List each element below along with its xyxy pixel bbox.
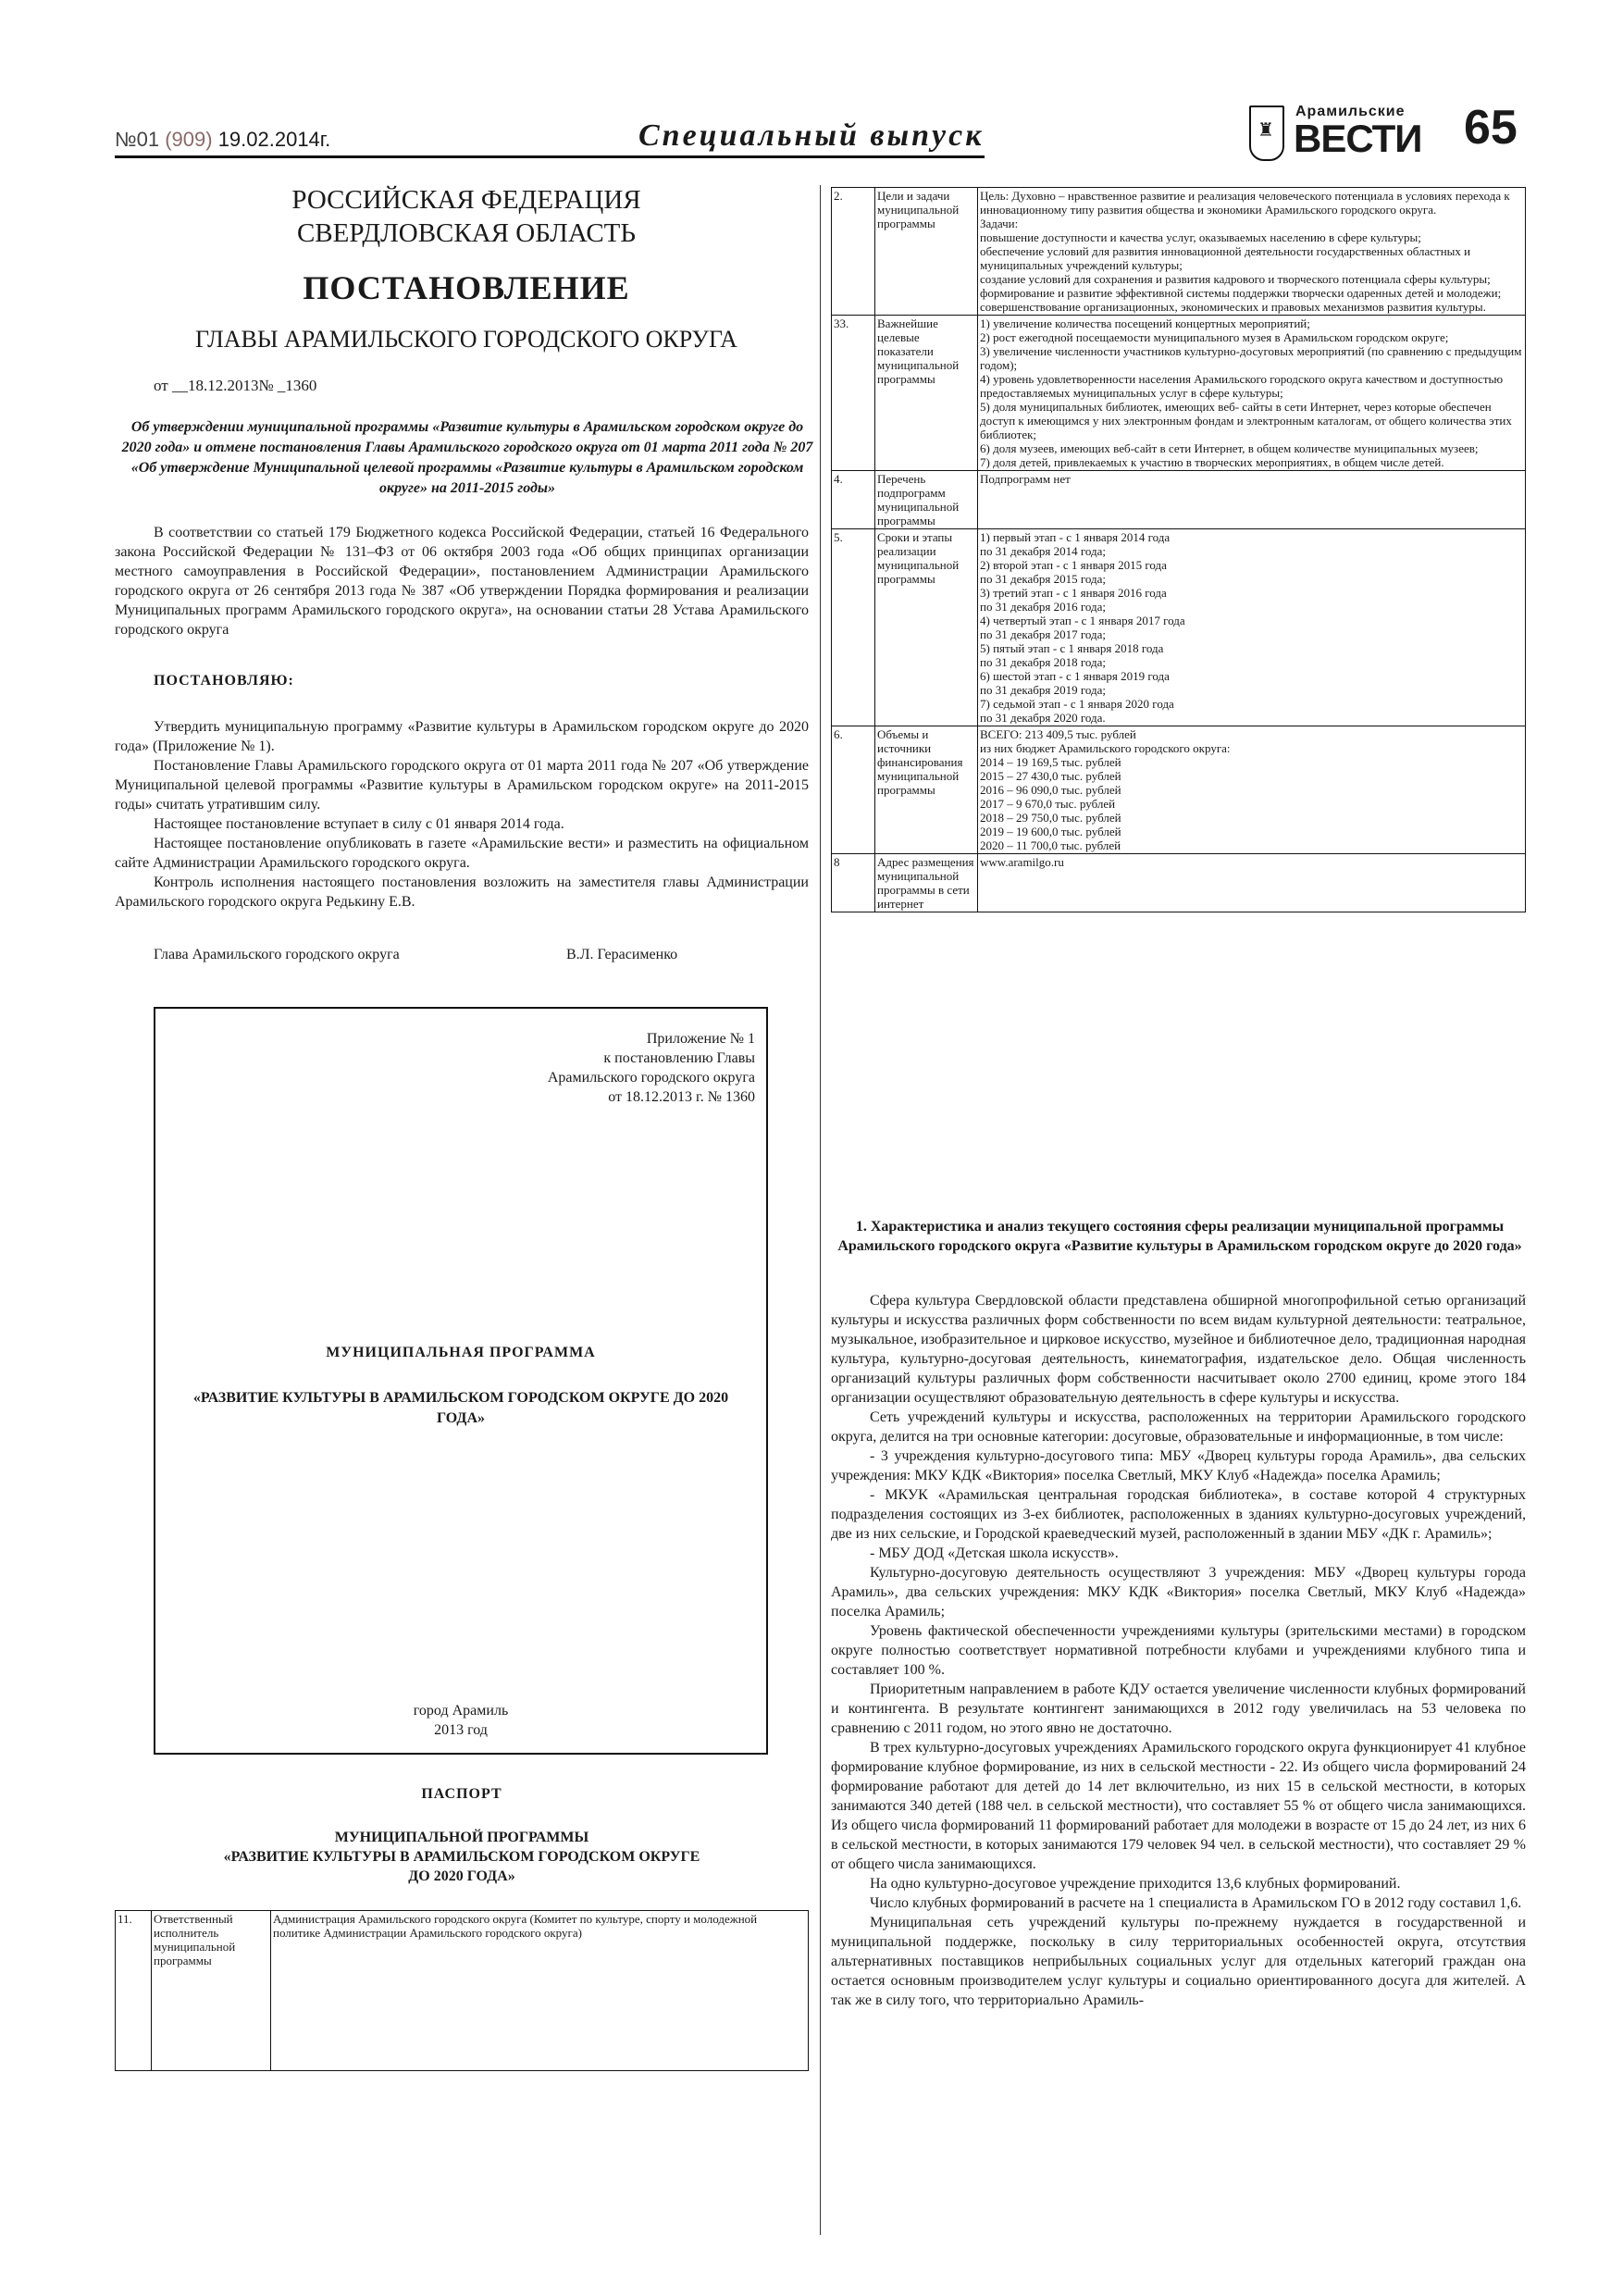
issue-date: 19.02.2014г.: [217, 128, 331, 151]
section-paragraph: Культурно-досуговую деятельность осуществляют 3 учреждения: МБУ «Дворец культуры города Арамиль», два сельских учреждения: МКУ КДК «Виктория» поселка Светлый, МКУ Клуб «Надежда» поселка Арамиль;: [831, 1565, 1526, 1620]
table-row: [832, 471, 1526, 529]
special-issue-title: Специальный выпуск: [638, 118, 985, 153]
section-paragraph: Число клубных формирований в расчете на 1 специалиста в Арамильском ГО в 2012 году составил 1,6.: [870, 1895, 1522, 1911]
page-number: 65: [1464, 101, 1518, 155]
appendix-note: [444, 1029, 755, 1107]
row-label: Важнейшие целевые показатели муниципальной программы: [875, 316, 978, 471]
federation-heading: [115, 183, 818, 250]
passport-title-line: «РАЗВИТИЕ КУЛЬТУРЫ В АРАМИЛЬСКОМ ГОРОДСКОМ ОКРУГЕ: [223, 1849, 700, 1865]
row-number: 4.: [832, 471, 875, 529]
section-paragraph: Сфера культура Свердловской области представлена обширной многопрофильной сетью организаций культуры и искусства различных форм собственности по всем видам культурной деятельности: театральное, музыкальное, изобразительное и цирковое искусство, музейное и библиотечное дело, традиционная народная культура, культурно-досуговая деятельность, кинематография, издательское дело. Общая численность организаций культуры различных форм собственности насчитывает около 2700 единиц, кроме этого 184 организации осуществляют образовательную деятельность в сфере культуры и искусства.: [831, 1293, 1526, 1406]
table-row: [832, 316, 1526, 471]
issue-info: [115, 128, 330, 152]
city-year: [154, 1701, 768, 1740]
logo-big-text: ВЕСТИ: [1294, 117, 1422, 160]
federation-line: РОССИЙСКАЯ ФЕДЕРАЦИЯ: [291, 185, 641, 215]
section-paragraph: Приоритетным направлением в работе КДУ остается увеличение численности клубных формирований и контингента. В результате контингент занимающихся в 2012 году увеличилась на 53 человека по сравнению с 2011 годом, но этого явно не достаточно.: [831, 1682, 1526, 1736]
document-about: Об утверждении муниципальной программы «Развитие культуры в Арамильском городском округе до 2020 года» и отмене постановления Главы Арамильского городского округа от 01 марта 2011 года № 207 «Об утверждение Муниципальной целевой программы «Развитие культуры в Арамильском городском округе» на 2011-2015 годы»: [121, 419, 813, 496]
decree-paragraph: Утвердить муниципальную программу «Развитие культуры в Арамильском городском округе до 2020 года» (Приложение № 1).: [115, 719, 809, 754]
table-row: [832, 529, 1526, 726]
row-label: Ответственный исполнитель муниципальной программы: [152, 1911, 271, 2071]
table-row: [832, 854, 1526, 912]
passport-table-left: [115, 1910, 809, 2071]
row-value: 1) первый этап - с 1 января 2014 года по 31 декабря 2014 года; 2) второй этап - с 1 января 2015 года по 31 декабря 2015 года; 3) третий этап - с 1 января 2016 года по 31 декабря 2016 года; 4) четвертый этап - с 1 января 2017 года по 31 декабря 2017 года; 5) пятый этап - с 1 января 2018 года по 31 декабря 2018 года; 6) шестой этап - с 1 января 2019 года по 31 декабря 2019 года; 7) седьмой этап - с 1 января 2020 года по 31 декабря 2020 года.: [978, 529, 1526, 726]
crest-icon: ♜: [1249, 105, 1284, 161]
column-divider: [820, 185, 821, 2235]
passport-title-line: ДО 2020 ГОДА»: [408, 1868, 515, 1884]
section-body: [831, 1291, 1526, 2010]
row-number: 11.: [116, 1911, 152, 2071]
section-paragraph: Сеть учреждений культуры и искусства, расположенных на территории Арамильского городского округа, делится на три основные категории: досуговые, образовательные и информационные, в том числе:: [831, 1409, 1526, 1445]
section-paragraph: Муниципальная сеть учреждений культуры по-прежнему нуждается в государственной и муниципальной поддержке, поскольку в силу территориальных особенностей округа, отсутствия альтернативных поставщиков неприбыльных социальных услуг для отдельных категорий граждан она остается основным производителем услуг культуры и социально ориентированного досуга для жителей. А так же в силу того, что территориально Арамиль-: [831, 1915, 1526, 2008]
row-value: ВСЕГО: 213 409,5 тыс. рублей из них бюджет Арамильского городского округа: 2014 – 19 169,5 тыс. рублей 2015 – 27 430,0 тыс. рублей 2016 – 96 090,0 тыс. рублей 2017 – 9 670,0 тыс. рублей 2018 – 29 750,0 тыс. рублей 2019 – 19 600,0 тыс. рублей 2020 – 11 700,0 тыс. рублей: [978, 726, 1526, 854]
table-row: [116, 1911, 809, 2071]
issue-number: №01: [115, 128, 160, 151]
section-paragraph: - МБУ ДОД «Детская школа искусств».: [870, 1545, 1119, 1561]
appendix-line: к постановлению Главы: [603, 1050, 755, 1066]
header-rule: [115, 155, 985, 158]
appendix-line: Приложение № 1: [646, 1031, 755, 1047]
row-label: Цели и задачи муниципальной программы: [875, 188, 978, 316]
passport-heading: ПАСПОРТ: [421, 1786, 502, 1802]
decree-paragraph: Настоящее постановление опубликовать в газете «Арамильские вести» и разместить на официальном сайте Администрации Арамильского городского округа.: [115, 836, 809, 871]
row-value: Подпрограмм нет: [978, 471, 1526, 529]
decree-paragraphs: [115, 717, 809, 912]
decree-paragraph: Контроль исполнения настоящего постановления возложить на заместителя главы Администрации Арамильского городского округа Редькину Е.В.: [115, 875, 809, 910]
region-line: СВЕРДЛОВСКАЯ ОБЛАСТЬ: [296, 218, 637, 248]
signature-name: В.Л. Герасименко: [566, 947, 678, 962]
logo-small-text: Арамильские: [1295, 104, 1406, 119]
decree-paragraph: Настоящее постановление вступает в силу с 01 января 2014 года.: [154, 816, 564, 832]
row-number: 5.: [832, 529, 875, 726]
row-label: Сроки и этапы реализации муниципальной программы: [875, 529, 978, 726]
passport-table-right: [831, 187, 1526, 912]
document-date: от __18.12.2013№ _1360: [154, 377, 317, 394]
row-value: Цель: Духовно – нравственное развитие и реализация человеческого потенциала в условиях перехода к инновационному типу развития общества и экономики Арамильского городского округа. Задачи: повышение доступности и качества услуг, оказываемых населению в сфере культуры; обеспечение условий для развития инновационной деятельности государственных областных и муниципальных учреждений культуры; создание условий для сохранения и развития кадрового и творческого потенциала сферы культуры; формирование и развитие эффективной системы поддержки творчески одаренных детей и молодежи; совершенствование организационных, экономических и правовых механизмов развития культуры.: [978, 188, 1526, 316]
passport-title: [115, 1828, 809, 1886]
row-label: Перечень подпрограмм муниципальной программы: [875, 471, 978, 529]
intro-paragraph: В соответствии со статьей 179 Бюджетного кодекса Российской Федерации, статьей 16 Федерального закона Российской Федерации № 131–ФЗ от 06 октября 2003 года «Об общих принципах организации местного самоуправления в Российской Федерации», постановлением Администрации Арамильского городского округа от 26 сентября 2013 года № 387 «Об утверждении Порядка формирования и реализации Муниципальных программ Арамильского городского округа», на основании статьи 28 Устава Арамильского городского округа: [115, 525, 809, 638]
issue-paren: (909): [165, 128, 213, 151]
table-row: [832, 726, 1526, 854]
document-subtitle: ГЛАВЫ АРАМИЛЬСКОГО ГОРОДСКОГО ОКРУГА: [195, 326, 737, 353]
program-cover-box: [154, 1007, 768, 1755]
appendix-line: от 18.12.2013 г. № 1360: [608, 1089, 755, 1105]
row-label: Объемы и источники финансирования муниципальной программы: [875, 726, 978, 854]
program-label: МУНИЦИПАЛЬНАЯ ПРОГРАММА: [326, 1345, 596, 1360]
row-number: 33.: [832, 316, 875, 471]
section-title: 1. Характеристика и анализ текущего состояния сферы реализации муниципальной программы Арамильского городского округа «Развитие культуры в Арамильском городском округе до 2020 года»: [837, 1219, 1522, 1254]
section-paragraph: На одно культурно-досуговое учреждение приходится 13,6 клубных формирований.: [870, 1876, 1401, 1892]
year-text: 2013 год: [434, 1722, 488, 1738]
table-row: [832, 188, 1526, 316]
passport-title-line: МУНИЦИПАЛЬНОЙ ПРОГРАММЫ: [334, 1830, 589, 1845]
row-number: 6.: [832, 726, 875, 854]
appendix-line: Арамильского городского округа: [547, 1070, 755, 1086]
row-number: 2.: [832, 188, 875, 316]
section-paragraph: - 3 учреждения культурно-досугового типа: МБУ «Дворец культуры города Арамиль», два сельских учреждения: МКУ КДК «Виктория» поселка Светлый, МКУ Клуб «Надежда» поселка Арамиль;: [831, 1448, 1526, 1483]
section-paragraph: - МКУК «Арамильская центральная городская библиотека», в составе которой 4 структурных подразделения состоящих из 3-ех библиотек, расположенных в зданиях культурно-досуговых учреждений, две из них сельские, и Городской краеведческий музей, расположенный в здании МБУ «ДК г. Арамиль»;: [831, 1487, 1526, 1542]
decree-paragraph: Постановление Главы Арамильского городского округа от 01 марта 2011 года № 207 «Об утверждение Муниципальной целевой программы «Развитие культуры в Арамильском городском округе» на 2011-2015 годы» считать утратившим силу.: [115, 758, 809, 813]
program-title: «РАЗВИТИЕ КУЛЬТУРЫ В АРАМИЛЬСКОМ ГОРОДСКОМ ОКРУГЕ ДО 2020 ГОДА»: [192, 1390, 729, 1426]
row-value: www.aramilgo.ru: [978, 854, 1526, 912]
newspaper-logo: [1249, 100, 1422, 161]
row-value: 1) увеличение количества посещений концертных мероприятий; 2) рост ежегодной посещаемости муниципального музея в Арамильском городском округе; 3) увеличение численности участников культурно-досуговых мероприятий (по сравнению с предыдущим годом); 4) уровень удовлетворенности населения Арамильского городского округа качеством и доступностью предоставляемых муниципальных услуг в сфере культуры; 5) доля муниципальных библиотек, имеющих веб- сайты в сети Интернет, через которые обеспечен доступ к имеющимся у них электронным фондам и электронным каталогам, от общего количества этих библиотек; 6) доля музеев, имеющих веб-сайт в сети Интернет, в общем количестве муниципальных музеев; 7) доля детей, привлекаемых к участию в творческих мероприятиях, в общем числе детей.: [978, 316, 1526, 471]
row-value: Администрация Арамильского городского округа (Комитет по культуре, спорту и молодежной политике Администрации Арамильского городского округа): [271, 1911, 809, 2071]
postanovlyayu-heading: ПОСТАНОВЛЯЮ:: [154, 673, 294, 689]
row-number: 8: [832, 854, 875, 912]
section-paragraph: Уровень фактической обеспеченности учреждениями культуры (зрительскими местами) в городском округе полностью соответствует нормативной потребности клубами и учреждениями клубного типа и составляет 100 %.: [831, 1623, 1526, 1678]
row-label: Адрес размещения муниципальной программы в сети интернет: [875, 854, 978, 912]
section-paragraph: В трех культурно-досуговых учреждениях Арамильского городского округа функционирует 41 клубное формирование клубное формирование, из них в сельской местности - 22. Из общего числа формирований 24 формирование работают для детей до 14 лет включительно, из них 15 в сельской местности, в которых занимаются 340 детей (188 чел. в сельской местности), что составляет 55 % от общего числа занимающихся. Из общего числа формирований 11 формирований работает для молодежи в возрасте от 15 до 24 лет, из них 6 в сельской местности, в которых занимаются 179 человек 94 чел. в сельской местности), что составляет 29 % от общего числа занимающихся.: [831, 1740, 1526, 1872]
signature-position: Глава Арамильского городского округа: [154, 947, 400, 962]
document-title: ПОСТАНОВЛЕНИЕ: [303, 269, 630, 306]
city-name: город Арамиль: [413, 1703, 509, 1719]
